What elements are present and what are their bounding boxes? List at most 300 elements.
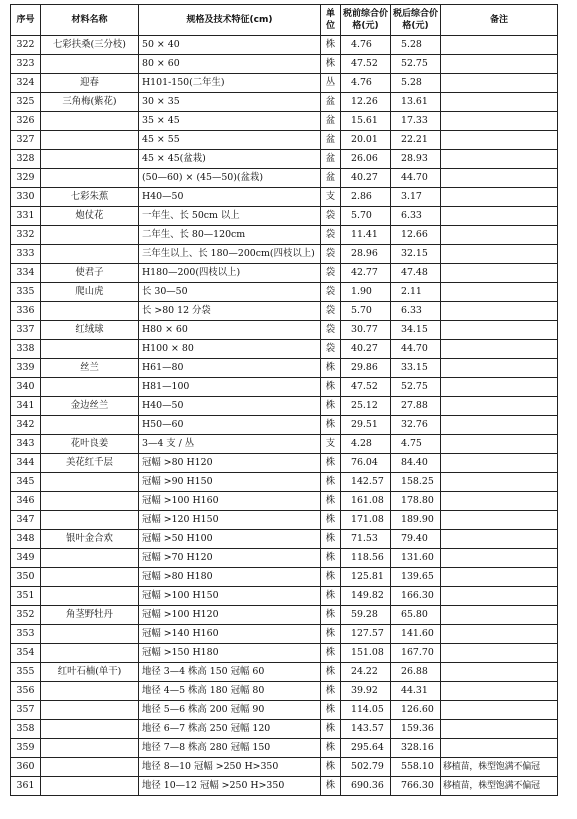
specification-cell: H80 × 60: [139, 321, 321, 340]
table-row: [11, 264, 558, 283]
header-name: 材料名称: [41, 5, 139, 36]
post-tax-price-cell: 189.90: [391, 511, 441, 530]
table-row: [11, 245, 558, 264]
price-table: [10, 4, 558, 796]
post-tax-price-cell: 65.80: [391, 606, 441, 625]
specification-cell: 三年生以上、长 180—200cm(四枝以上): [139, 245, 321, 264]
pre-tax-price-cell: 502.79: [341, 758, 391, 777]
unit-cell: 盆: [321, 131, 341, 150]
remark-cell: [441, 530, 558, 549]
unit-cell: 株: [321, 625, 341, 644]
unit-cell: 株: [321, 758, 341, 777]
remark-cell: [441, 739, 558, 758]
row-number-cell: 337: [11, 321, 41, 340]
remark-cell: [441, 150, 558, 169]
pre-tax-price-cell: 690.36: [341, 777, 391, 796]
remark-cell: [441, 340, 558, 359]
pre-tax-price-cell: 171.08: [341, 511, 391, 530]
table-row: [11, 131, 558, 150]
table-row: [11, 454, 558, 473]
material-name-cell: 爬山虎: [41, 283, 139, 302]
table-row: [11, 93, 558, 112]
material-name-cell: [41, 511, 139, 530]
unit-cell: 盆: [321, 112, 341, 131]
remark-cell: [441, 264, 558, 283]
unit-cell: 株: [321, 36, 341, 55]
post-tax-price-cell: 5.28: [391, 74, 441, 93]
table-row: [11, 435, 558, 454]
table-row: [11, 587, 558, 606]
table-row: [11, 302, 558, 321]
material-name-cell: 炮仗花: [41, 207, 139, 226]
row-number-cell: 354: [11, 644, 41, 663]
remark-cell: [441, 112, 558, 131]
pre-tax-price-cell: 47.52: [341, 55, 391, 74]
post-tax-price-cell: 766.30: [391, 777, 441, 796]
row-number-cell: 323: [11, 55, 41, 74]
specification-cell: 3—4 支 / 丛: [139, 435, 321, 454]
unit-cell: 株: [321, 701, 341, 720]
pre-tax-price-cell: 295.64: [341, 739, 391, 758]
remark-cell: 移植苗，株型饱满不偏冠: [441, 777, 558, 796]
specification-cell: 地径 8—10 冠幅 >250 H>350: [139, 758, 321, 777]
table-row: [11, 112, 558, 131]
material-name-cell: 使君子: [41, 264, 139, 283]
post-tax-price-cell: 84.40: [391, 454, 441, 473]
unit-cell: 株: [321, 720, 341, 739]
post-tax-price-cell: 22.21: [391, 131, 441, 150]
row-number-cell: 329: [11, 169, 41, 188]
material-name-cell: [41, 416, 139, 435]
material-name-cell: [41, 340, 139, 359]
header-row: [11, 5, 558, 36]
pre-tax-price-cell: 143.57: [341, 720, 391, 739]
unit-cell: 株: [321, 55, 341, 74]
table-row: [11, 701, 558, 720]
specification-cell: 冠幅 >90 H150: [139, 473, 321, 492]
post-tax-price-cell: 47.48: [391, 264, 441, 283]
post-tax-price-cell: 558.10: [391, 758, 441, 777]
post-tax-price-cell: 52.75: [391, 55, 441, 74]
unit-cell: 株: [321, 663, 341, 682]
table-row: [11, 758, 558, 777]
post-tax-price-cell: 158.25: [391, 473, 441, 492]
unit-cell: 株: [321, 397, 341, 416]
remark-cell: [441, 701, 558, 720]
row-number-cell: 348: [11, 530, 41, 549]
row-number-cell: 336: [11, 302, 41, 321]
price-table-container: [10, 4, 558, 796]
pre-tax-price-cell: 5.70: [341, 207, 391, 226]
specification-cell: 一年生、长 50cm 以上: [139, 207, 321, 226]
table-row: [11, 625, 558, 644]
specification-cell: 长 30—50: [139, 283, 321, 302]
pre-tax-price-cell: 4.28: [341, 435, 391, 454]
remark-cell: [441, 568, 558, 587]
material-name-cell: [41, 644, 139, 663]
remark-cell: [441, 435, 558, 454]
table-row: [11, 549, 558, 568]
post-tax-price-cell: 26.88: [391, 663, 441, 682]
unit-cell: 株: [321, 378, 341, 397]
material-name-cell: 七彩扶桑(三分枝): [41, 36, 139, 55]
specification-cell: 50 × 40: [139, 36, 321, 55]
specification-cell: 冠幅 >100 H160: [139, 492, 321, 511]
material-name-cell: [41, 150, 139, 169]
row-number-cell: 338: [11, 340, 41, 359]
specification-cell: 冠幅 >120 H150: [139, 511, 321, 530]
unit-cell: 株: [321, 359, 341, 378]
row-number-cell: 322: [11, 36, 41, 55]
table-row: [11, 644, 558, 663]
post-tax-price-cell: 44.70: [391, 169, 441, 188]
table-row: [11, 283, 558, 302]
unit-cell: 株: [321, 549, 341, 568]
table-row: [11, 74, 558, 93]
specification-cell: H81—100: [139, 378, 321, 397]
remark-cell: [441, 93, 558, 112]
row-number-cell: 351: [11, 587, 41, 606]
post-tax-price-cell: 13.61: [391, 93, 441, 112]
pre-tax-price-cell: 161.08: [341, 492, 391, 511]
remark-cell: [441, 188, 558, 207]
material-name-cell: [41, 112, 139, 131]
specification-cell: 冠幅 >100 H120: [139, 606, 321, 625]
unit-cell: 株: [321, 777, 341, 796]
pre-tax-price-cell: 42.77: [341, 264, 391, 283]
row-number-cell: 345: [11, 473, 41, 492]
material-name-cell: [41, 378, 139, 397]
post-tax-price-cell: 131.60: [391, 549, 441, 568]
pre-tax-price-cell: 4.76: [341, 36, 391, 55]
unit-cell: 盆: [321, 93, 341, 112]
specification-cell: 地径 5—6 株高 200 冠幅 90: [139, 701, 321, 720]
specification-cell: 冠幅 >50 H100: [139, 530, 321, 549]
row-number-cell: 341: [11, 397, 41, 416]
row-number-cell: 350: [11, 568, 41, 587]
table-row: [11, 663, 558, 682]
table-row: [11, 530, 558, 549]
specification-cell: H40—50: [139, 397, 321, 416]
material-name-cell: [41, 587, 139, 606]
material-name-cell: 七彩朱蕉: [41, 188, 139, 207]
pre-tax-price-cell: 127.57: [341, 625, 391, 644]
specification-cell: 冠幅 >140 H160: [139, 625, 321, 644]
material-name-cell: 金边丝兰: [41, 397, 139, 416]
post-tax-price-cell: 141.60: [391, 625, 441, 644]
material-name-cell: 角茎野牡丹: [41, 606, 139, 625]
material-name-cell: [41, 473, 139, 492]
header-no: 序号: [11, 5, 41, 36]
row-number-cell: 356: [11, 682, 41, 701]
material-name-cell: 红叶石楠(单干): [41, 663, 139, 682]
remark-cell: [441, 416, 558, 435]
table-row: [11, 188, 558, 207]
material-name-cell: [41, 758, 139, 777]
specification-cell: 45 × 55: [139, 131, 321, 150]
pre-tax-price-cell: 1.90: [341, 283, 391, 302]
table-row: [11, 511, 558, 530]
remark-cell: [441, 682, 558, 701]
remark-cell: [441, 283, 558, 302]
pre-tax-price-cell: 5.70: [341, 302, 391, 321]
post-tax-price-cell: 6.33: [391, 207, 441, 226]
table-row: [11, 682, 558, 701]
specification-cell: 35 × 45: [139, 112, 321, 131]
row-number-cell: 359: [11, 739, 41, 758]
material-name-cell: [41, 549, 139, 568]
remark-cell: [441, 359, 558, 378]
remark-cell: [441, 587, 558, 606]
row-number-cell: 355: [11, 663, 41, 682]
remark-cell: [441, 549, 558, 568]
specification-cell: H101-150(二年生): [139, 74, 321, 93]
table-row: [11, 150, 558, 169]
pre-tax-price-cell: 47.52: [341, 378, 391, 397]
header-note: 备注: [441, 5, 558, 36]
remark-cell: [441, 207, 558, 226]
specification-cell: H180—200(四枝以上): [139, 264, 321, 283]
specification-cell: 地径 7—8 株高 280 冠幅 150: [139, 739, 321, 758]
row-number-cell: 346: [11, 492, 41, 511]
unit-cell: 株: [321, 454, 341, 473]
pre-tax-price-cell: 40.27: [341, 340, 391, 359]
material-name-cell: 丝兰: [41, 359, 139, 378]
specification-cell: 冠幅 >150 H180: [139, 644, 321, 663]
unit-cell: 株: [321, 587, 341, 606]
remark-cell: [441, 473, 558, 492]
unit-cell: 袋: [321, 264, 341, 283]
specification-cell: 地径 4—5 株高 180 冠幅 80: [139, 682, 321, 701]
post-tax-price-cell: 6.33: [391, 302, 441, 321]
material-name-cell: [41, 720, 139, 739]
table-row: [11, 720, 558, 739]
table-row: [11, 321, 558, 340]
unit-cell: 支: [321, 435, 341, 454]
post-tax-price-cell: 44.31: [391, 682, 441, 701]
table-row: [11, 473, 558, 492]
post-tax-price-cell: 44.70: [391, 340, 441, 359]
material-name-cell: [41, 302, 139, 321]
post-tax-price-cell: 52.75: [391, 378, 441, 397]
material-name-cell: 迎春: [41, 74, 139, 93]
unit-cell: 株: [321, 473, 341, 492]
unit-cell: 株: [321, 644, 341, 663]
unit-cell: 株: [321, 492, 341, 511]
row-number-cell: 327: [11, 131, 41, 150]
header-pre-tax: 税前综合价格(元): [341, 5, 391, 36]
remark-cell: [441, 454, 558, 473]
remark-cell: [441, 644, 558, 663]
row-number-cell: 347: [11, 511, 41, 530]
post-tax-price-cell: 32.15: [391, 245, 441, 264]
remark-cell: [441, 226, 558, 245]
row-number-cell: 330: [11, 188, 41, 207]
row-number-cell: 357: [11, 701, 41, 720]
remark-cell: [441, 36, 558, 55]
table-row: [11, 416, 558, 435]
pre-tax-price-cell: 114.05: [341, 701, 391, 720]
specification-cell: H61—80: [139, 359, 321, 378]
remark-cell: [441, 720, 558, 739]
pre-tax-price-cell: 39.92: [341, 682, 391, 701]
pre-tax-price-cell: 149.82: [341, 587, 391, 606]
table-row: [11, 777, 558, 796]
row-number-cell: 342: [11, 416, 41, 435]
row-number-cell: 331: [11, 207, 41, 226]
remark-cell: [441, 131, 558, 150]
table-row: [11, 55, 558, 74]
header-spec: 规格及技术特征(cm): [139, 5, 321, 36]
remark-cell: [441, 625, 558, 644]
row-number-cell: 361: [11, 777, 41, 796]
post-tax-price-cell: 126.60: [391, 701, 441, 720]
material-name-cell: [41, 682, 139, 701]
table-row: [11, 340, 558, 359]
material-name-cell: 美花红千层: [41, 454, 139, 473]
pre-tax-price-cell: 29.51: [341, 416, 391, 435]
unit-cell: 袋: [321, 245, 341, 264]
post-tax-price-cell: 4.75: [391, 435, 441, 454]
table-body: [11, 36, 558, 796]
material-name-cell: [41, 568, 139, 587]
post-tax-price-cell: 178.80: [391, 492, 441, 511]
material-name-cell: 银叶金合欢: [41, 530, 139, 549]
specification-cell: (50—60) × (45—50)(盆栽): [139, 169, 321, 188]
post-tax-price-cell: 167.70: [391, 644, 441, 663]
table-row: [11, 169, 558, 188]
pre-tax-price-cell: 40.27: [341, 169, 391, 188]
row-number-cell: 326: [11, 112, 41, 131]
pre-tax-price-cell: 118.56: [341, 549, 391, 568]
unit-cell: 株: [321, 511, 341, 530]
table-row: [11, 207, 558, 226]
table-row: [11, 492, 558, 511]
unit-cell: 盆: [321, 169, 341, 188]
post-tax-price-cell: 32.76: [391, 416, 441, 435]
post-tax-price-cell: 79.40: [391, 530, 441, 549]
row-number-cell: 325: [11, 93, 41, 112]
unit-cell: 袋: [321, 302, 341, 321]
material-name-cell: [41, 55, 139, 74]
unit-cell: 盆: [321, 150, 341, 169]
material-name-cell: [41, 169, 139, 188]
post-tax-price-cell: 139.65: [391, 568, 441, 587]
remark-cell: [441, 321, 558, 340]
unit-cell: 株: [321, 568, 341, 587]
post-tax-price-cell: 166.30: [391, 587, 441, 606]
unit-cell: 袋: [321, 207, 341, 226]
remark-cell: [441, 378, 558, 397]
row-number-cell: 328: [11, 150, 41, 169]
unit-cell: 袋: [321, 321, 341, 340]
pre-tax-price-cell: 28.96: [341, 245, 391, 264]
pre-tax-price-cell: 142.57: [341, 473, 391, 492]
row-number-cell: 352: [11, 606, 41, 625]
unit-cell: 株: [321, 530, 341, 549]
row-number-cell: 340: [11, 378, 41, 397]
pre-tax-price-cell: 11.41: [341, 226, 391, 245]
material-name-cell: [41, 701, 139, 720]
table-row: [11, 739, 558, 758]
post-tax-price-cell: 3.17: [391, 188, 441, 207]
remark-cell: [441, 74, 558, 93]
unit-cell: 株: [321, 682, 341, 701]
specification-cell: H40—50: [139, 188, 321, 207]
header-unit: 单位: [321, 5, 341, 36]
material-name-cell: [41, 226, 139, 245]
specification-cell: 80 × 60: [139, 55, 321, 74]
specification-cell: 长 >80 12 分袋: [139, 302, 321, 321]
pre-tax-price-cell: 4.76: [341, 74, 391, 93]
pre-tax-price-cell: 71.53: [341, 530, 391, 549]
pre-tax-price-cell: 30.77: [341, 321, 391, 340]
specification-cell: 地径 6—7 株高 250 冠幅 120: [139, 720, 321, 739]
row-number-cell: 335: [11, 283, 41, 302]
row-number-cell: 339: [11, 359, 41, 378]
material-name-cell: [41, 492, 139, 511]
material-name-cell: [41, 245, 139, 264]
post-tax-price-cell: 159.36: [391, 720, 441, 739]
specification-cell: 冠幅 >80 H120: [139, 454, 321, 473]
post-tax-price-cell: 2.11: [391, 283, 441, 302]
pre-tax-price-cell: 59.28: [341, 606, 391, 625]
table-row: [11, 606, 558, 625]
specification-cell: 地径 10—12 冠幅 >250 H>350: [139, 777, 321, 796]
specification-cell: 冠幅 >70 H120: [139, 549, 321, 568]
post-tax-price-cell: 5.28: [391, 36, 441, 55]
pre-tax-price-cell: 25.12: [341, 397, 391, 416]
specification-cell: 冠幅 >100 H150: [139, 587, 321, 606]
specification-cell: 地径 3—4 株高 150 冠幅 60: [139, 663, 321, 682]
pre-tax-price-cell: 12.26: [341, 93, 391, 112]
unit-cell: 株: [321, 739, 341, 758]
row-number-cell: 334: [11, 264, 41, 283]
remark-cell: [441, 55, 558, 74]
pre-tax-price-cell: 2.86: [341, 188, 391, 207]
row-number-cell: 343: [11, 435, 41, 454]
remark-cell: [441, 663, 558, 682]
remark-cell: 移植苗，株型饱满不偏冠: [441, 758, 558, 777]
row-number-cell: 333: [11, 245, 41, 264]
post-tax-price-cell: 27.88: [391, 397, 441, 416]
header-post-tax: 税后综合价格(元): [391, 5, 441, 36]
pre-tax-price-cell: 151.08: [341, 644, 391, 663]
unit-cell: 袋: [321, 283, 341, 302]
row-number-cell: 358: [11, 720, 41, 739]
remark-cell: [441, 606, 558, 625]
table-row: [11, 226, 558, 245]
remark-cell: [441, 492, 558, 511]
post-tax-price-cell: 34.15: [391, 321, 441, 340]
row-number-cell: 324: [11, 74, 41, 93]
table-row: [11, 378, 558, 397]
table-row: [11, 359, 558, 378]
post-tax-price-cell: 328.16: [391, 739, 441, 758]
material-name-cell: [41, 625, 139, 644]
row-number-cell: 332: [11, 226, 41, 245]
post-tax-price-cell: 33.15: [391, 359, 441, 378]
table-row: [11, 397, 558, 416]
row-number-cell: 360: [11, 758, 41, 777]
unit-cell: 株: [321, 606, 341, 625]
pre-tax-price-cell: 76.04: [341, 454, 391, 473]
table-row: [11, 36, 558, 55]
pre-tax-price-cell: 26.06: [341, 150, 391, 169]
remark-cell: [441, 245, 558, 264]
row-number-cell: 353: [11, 625, 41, 644]
specification-cell: 二年生、长 80—120cm: [139, 226, 321, 245]
